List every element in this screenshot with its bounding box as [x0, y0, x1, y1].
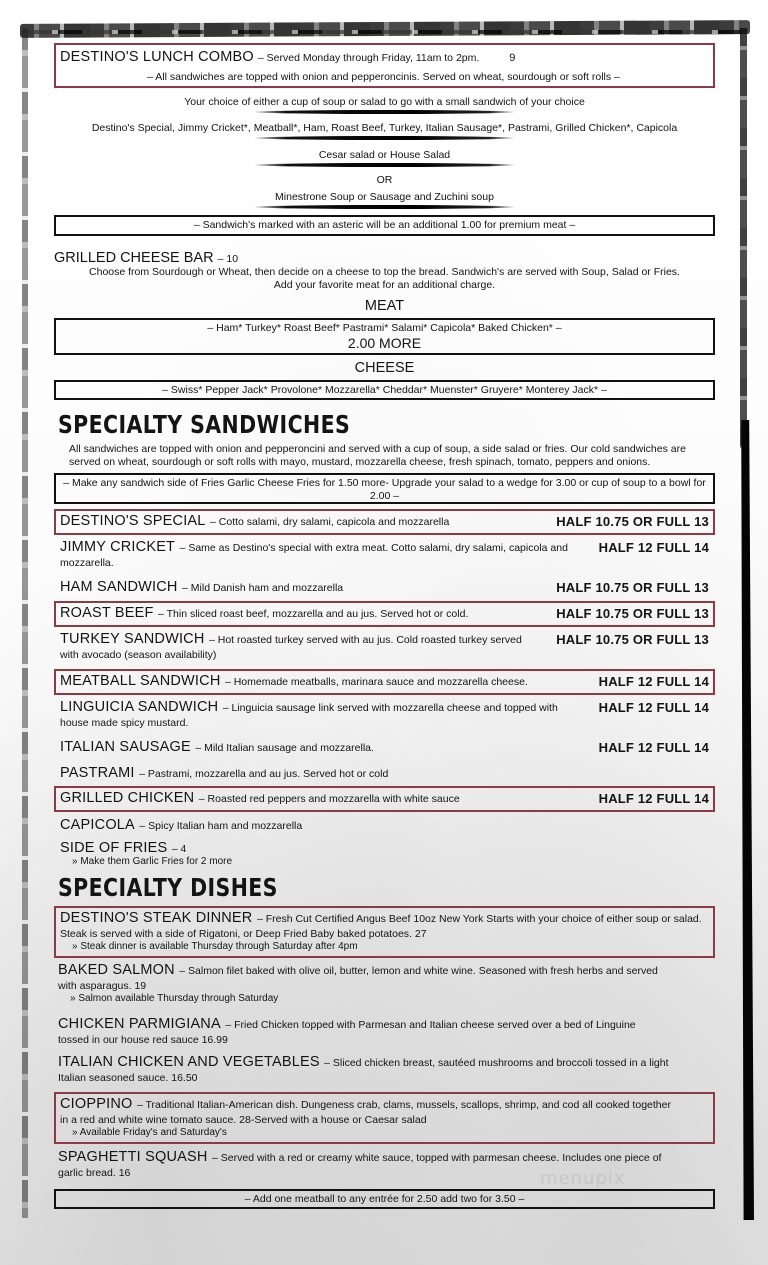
item-name: GRILLED CHICKEN — [60, 790, 195, 806]
or-label: OR — [376, 174, 393, 186]
item-price: HALF 12 FULL 14 — [598, 674, 709, 689]
specialty-sandwiches-heading: SPECIALTY SANDWICHES — [58, 410, 351, 439]
upgrade-note: – Make any sandwich side of Fries Garlic Cheese Fries for 1.50 more- Upgrade your salad to a wedge for 3.00 or cup of soup to a bowl for 2.00 – — [54, 473, 715, 504]
menu-item-side-of-fries — [54, 838, 715, 871]
meat-box — [54, 318, 715, 355]
item-desc: – Pastrami, mozzarella and au jus. Served hot or cold — [139, 768, 389, 780]
premium-meat-note: – Sandwich's marked with an asteric will be an additional 1.00 for premium meat – — [54, 215, 715, 236]
item-bullet: » Salmon available Thursday through Saturday — [70, 993, 279, 1004]
item-desc: – Linguicia sausage link served with mozzarella cheese and topped with house made spicy mustard. — [60, 702, 558, 729]
item-name: ITALIAN SAUSAGE — [60, 739, 191, 755]
item-desc: – Spicy Italian ham and mozzarella — [139, 820, 303, 832]
item-desc: – 4 — [171, 843, 187, 855]
lunch-combo-price: 9 — [509, 52, 516, 64]
meat-label: MEAT — [364, 298, 405, 314]
item-price: HALF 10.75 OR FULL 13 — [556, 580, 709, 595]
specialty-sandwiches-intro: All sandwiches are topped with onion and pepperoncini and served with a cup of soup, a side salad or fries. Our cold sandwiches are served on wheat, sourdough or soft rolls with mayo, mustard, mozzarella cheese, fresh spinach, tomato, peppers and onions. — [69, 443, 686, 468]
item-desc: – Traditional Italian-American dish. Dungeness crab, clams, mussels, scallops, shrimp, and cod all cooked together in a red and white wine tomato sauce. 28-Served with a house or Caesar salad — [60, 1099, 671, 1126]
choice-line — [54, 96, 715, 114]
menu-content — [54, 43, 715, 1209]
item-name: HAM SANDWICH — [60, 579, 178, 595]
item-name: CHICKEN PARMIGIANA — [58, 1016, 221, 1032]
item-desc: – Salmon filet baked with olive oil, butter, lemon and white wine. Seasoned with fresh herbs and served with asparagus. 19 — [58, 965, 658, 992]
item-bullet: » Make them Garlic Fries for 2 more — [72, 856, 233, 867]
item-desc: – Homemade meatballs, marinara sauce and mozzarella cheese. — [224, 676, 528, 688]
item-bullet: » Available Friday's and Saturday's — [72, 1127, 227, 1138]
choice-line-text: Your choice of either a cup of soup or salad to go with a small sandwich of your choice — [184, 96, 585, 108]
menu-item-italian-sausage — [54, 737, 715, 759]
item-desc: – Sliced chicken breast, sautéed mushrooms and broccoli tossed in a light Italian seasoned sauce. 16.50 — [58, 1057, 669, 1084]
item-price: HALF 12 FULL 14 — [598, 740, 709, 755]
item-name: ITALIAN CHICKEN AND VEGETABLES — [58, 1054, 320, 1070]
menu-item-linguicia-sandwich — [54, 697, 715, 733]
item-desc: – Cotto salami, dry salami, capicola and mozzarella — [210, 516, 450, 528]
item-name: SIDE OF FRIES — [60, 840, 168, 856]
item-desc: – Served with a red or creamy white sauce, topped with parmesan cheese. Includes one piece of garlic bread. 16 — [58, 1152, 662, 1179]
item-desc: – Mild Danish ham and mozzarella — [182, 582, 344, 594]
meatball-addon-note: – Add one meatball to any entrée for 2.50 add two for 3.50 – — [54, 1189, 715, 1209]
item-name: MEATBALL SANDWICH — [60, 673, 221, 689]
frame-right-thin — [740, 28, 747, 448]
item-desc: – Fresh Cut Certified Angus Beef 10oz New York Starts with your choice of either soup or salad. Steak is served with a side of Rigatoni, or Deep Fried Baby baked potatoes. 27 — [60, 913, 702, 940]
lunch-combo-desc: – Served Monday through Friday, 11am to 2pm. — [257, 52, 480, 64]
meat-list: – Ham* Turkey* Roast Beef* Pastrami* Salami* Capicola* Baked Chicken* – — [207, 322, 562, 334]
specialty-dishes-heading: SPECIALTY DISHES — [58, 873, 278, 902]
menu-item-baked-salmon — [54, 960, 715, 1008]
frame-right-thick — [738, 420, 754, 1220]
grilled-cheese-desc-2: Add your favorite meat for an additional charge. — [273, 279, 496, 291]
watermark: menupix — [540, 1168, 626, 1189]
menu-item-meatball-sandwich — [54, 669, 715, 695]
item-desc: – Mild Italian sausage and mozzarella. — [195, 742, 374, 754]
menu-item-pastrami — [54, 763, 715, 784]
item-price: HALF 12 FULL 14 — [598, 791, 709, 806]
item-price: HALF 10.75 OR FULL 13 — [556, 632, 709, 647]
menu-item-capicola — [54, 815, 715, 836]
item-desc: – Fried Chicken topped with Parmesan and Italian cheese served over a bed of Linguine tossed in our house red sauce 16.99 — [58, 1019, 636, 1046]
item-name: DESTINO'S STEAK DINNER — [60, 910, 253, 926]
frame-left — [22, 28, 28, 1218]
lunch-combo-note: – All sandwiches are topped with onion and pepperoncinis. Served on wheat, sourdough or soft rolls – — [147, 71, 620, 83]
item-name: SPAGHETTI SQUASH — [58, 1149, 208, 1165]
grilled-cheese-name: GRILLED CHEESE BAR — [54, 250, 214, 266]
salad-options — [54, 149, 715, 167]
cheese-label: CHEESE — [354, 360, 415, 376]
menu-item-ham-sandwich — [54, 577, 715, 599]
menu-item-italian-chicken-vegetables — [54, 1052, 715, 1088]
grilled-cheese-title — [54, 250, 715, 266]
grilled-cheese-desc-1: Choose from Sourdough or Wheat, then decide on a cheese to top the bread. Sandwich's are served with Soup, Salad or Fries. — [89, 266, 680, 278]
menu-item-grilled-chicken — [54, 786, 715, 812]
item-desc: – Roasted red peppers and mozzarella with white sauce — [198, 793, 460, 805]
frame-top-inner — [22, 30, 748, 34]
soup-options-text: Minestrone Soup or Sausage and Zuchini soup — [275, 191, 494, 203]
item-price: HALF 12 FULL 14 — [598, 540, 709, 555]
menu-item-steak-dinner — [54, 906, 715, 958]
item-bullet: » Steak dinner is available Thursday through Saturday after 4pm — [72, 941, 358, 952]
menu-item-turkey-sandwich — [54, 629, 715, 665]
item-name: TURKEY SANDWICH — [60, 631, 205, 647]
item-price: HALF 12 FULL 14 — [598, 700, 709, 715]
sandwich-options-text: Destino's Special, Jimmy Cricket*, Meatball*, Ham, Roast Beef, Turkey, Italian Sausage*, Pastrami, Grilled Chicken*, Capicola — [91, 122, 678, 134]
item-desc: – Same as Destino's special with extra meat. Cotto salami, dry salami, capicola and mozzarella. — [60, 542, 568, 569]
grilled-cheese-price: – 10 — [217, 253, 239, 265]
menu-item-chicken-parmigiana — [54, 1014, 715, 1050]
menu-item-destinos-special — [54, 509, 715, 535]
item-price: HALF 10.75 OR FULL 13 — [556, 514, 709, 529]
lunch-combo-name: DESTINO'S LUNCH COMBO — [60, 49, 254, 65]
item-name: BAKED SALMON — [58, 962, 175, 978]
item-name: CIOPPINO — [60, 1096, 133, 1112]
item-desc: – Hot roasted turkey served with au jus. Cold roasted turkey served with avocado (season availability) — [60, 634, 522, 661]
item-name: ROAST BEEF — [60, 605, 154, 621]
item-name: CAPICOLA — [60, 817, 135, 833]
item-desc: – Thin sliced roast beef, mozzarella and au jus. Served hot or cold. — [158, 608, 469, 620]
soup-options — [54, 191, 715, 209]
salad-options-text: Cesar salad or House Salad — [318, 149, 451, 161]
item-name: LINGUICIA SANDWICH — [60, 699, 219, 715]
menu-item-spaghetti-squash — [54, 1147, 715, 1183]
item-name: PASTRAMI — [60, 765, 135, 781]
sandwich-options — [54, 122, 715, 140]
meat-price: 2.00 MORE — [347, 335, 422, 351]
lunch-combo-box — [54, 43, 715, 88]
menu-item-jimmy-cricket — [54, 537, 715, 573]
frame-top — [20, 20, 750, 38]
cheese-list: – Swiss* Pepper Jack* Provolone* Mozzarella* Cheddar* Muenster* Gruyere* Monterey Jack* – — [54, 380, 715, 400]
item-name: JIMMY CRICKET — [60, 539, 176, 555]
lunch-combo-header — [60, 49, 707, 65]
menu-item-cioppino — [54, 1092, 715, 1144]
menu-item-roast-beef — [54, 601, 715, 627]
item-name: DESTINO'S SPECIAL — [60, 513, 206, 529]
item-price: HALF 10.75 OR FULL 13 — [556, 606, 709, 621]
